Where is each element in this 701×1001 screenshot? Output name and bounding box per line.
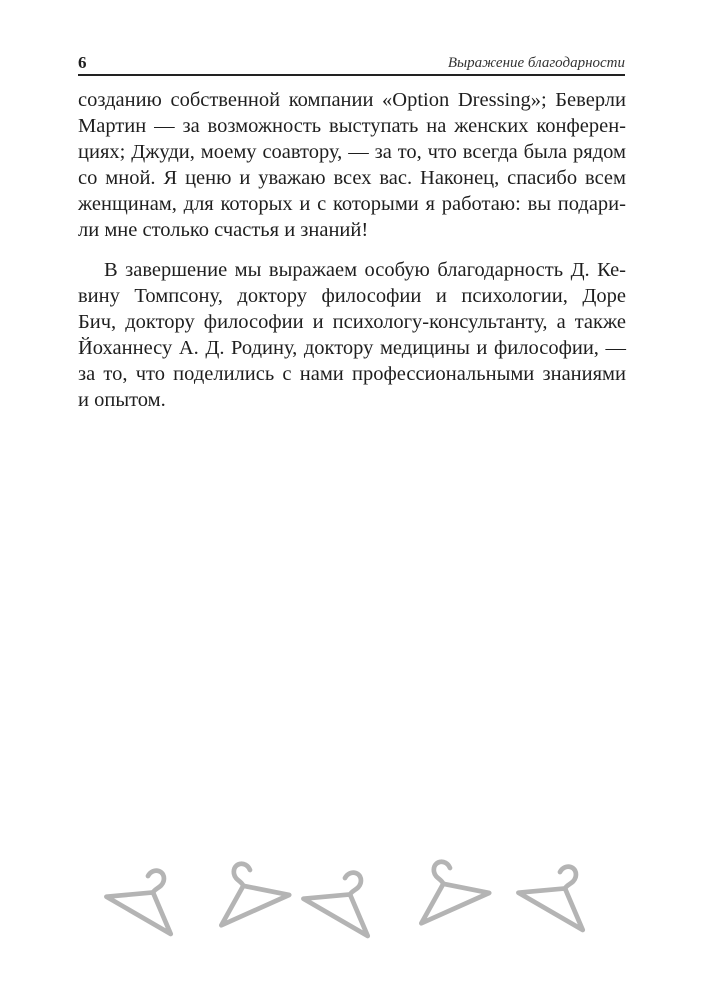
text-line: за то, что поделились с нами профессиональными знаниями	[78, 363, 626, 385]
text-line: вину Томпсону, доктору философии и психологии, Доре	[78, 285, 626, 307]
text-line: со мной. Я ценю и уважаю всех вас. Наконец, спасибо всем	[78, 167, 626, 189]
text-line: Мартин — за возможность выступать на женских конферен-	[78, 115, 626, 137]
clothes-hanger-icon	[302, 857, 391, 936]
hangers-decoration	[0, 830, 701, 940]
text-line: Йоханнесу А. Д. Родину, доктору медицины и философии, —	[78, 337, 626, 359]
text-line: женщинам, для которых и с которыми я работаю: вы подари-	[78, 193, 626, 215]
text-line: созданию собственной компании «Option Dressing»; Беверли	[78, 89, 626, 111]
clothes-hanger-icon	[203, 851, 291, 925]
clothes-hanger-icon	[105, 855, 194, 934]
clothes-hanger-icon	[403, 849, 491, 923]
running-title: Выражение благодарности	[447, 55, 625, 71]
text-line: В завершение мы выражаем особую благодарность Д. Ке-	[104, 259, 626, 281]
page-number: 6	[78, 53, 87, 72]
text-line: Бич, доктору философии и психологу-консультанту, а также	[78, 311, 626, 333]
paragraph-1	[78, 87, 626, 243]
text-line: циях; Джуди, моему соавтору, — за то, что всегда была рядом	[78, 141, 626, 163]
paragraph-2	[78, 257, 626, 413]
clothes-hanger-icon	[517, 851, 606, 930]
text-line: ли мне столько счастья и знаний!	[78, 219, 369, 241]
running-header	[78, 52, 625, 76]
text-line: и опытом.	[78, 389, 166, 411]
